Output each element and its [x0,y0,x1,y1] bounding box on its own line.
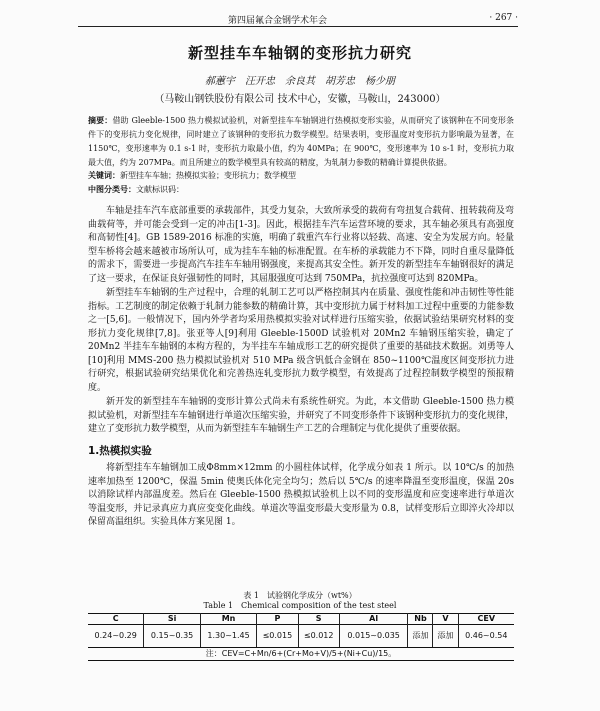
table-caption [0,591,600,611]
table-note: 注：CEV=C+Mn/6+(Cr+Mo+V)/5+(Ni+Cu)/15。 [88,648,514,661]
abstract-text: 借助 Gleeble-1500 热力模拟试验机，对新型挂车车轴钢进行热模拟变形实验，从而研究了该钢种在不同变形条件下的变形抗力变化规律，同时建立了该钢种的变形抗力数学模型。结果表明，变形温度对变形抗力影响最为显著，在 1150℃，变形速率为 0.1 s-1 时，变形抗力取最小值，约为 40MPa；在 900℃，变形速率为 10 s-1 时，变形抗力取最大值，约为 207MPa。而且所建立的数学模型具有较高的精度，为轧制力参数的精确计算提供依据。 [88,116,515,167]
paper-affiliation: （马鞍山钢铁股份有限公司 技术中心，安徽，马鞍山，243000） [154,94,446,105]
table-header-cell: Mn [200,614,256,625]
table-header-cell: Al [339,614,408,625]
section-heading-1: 1.热模拟实验 [88,444,152,457]
table-cell: 0.15~0.35 [144,625,200,648]
table-caption-en: Table 1 Chemical composition of the test steel [203,601,397,610]
table-cell: ≤0.012 [298,625,339,648]
table-caption-cn: 表 1 试验钢化学成分（wt%） [243,591,357,600]
table-cell: 0.015~0.035 [339,625,408,648]
table-cell: 0.46~0.54 [458,625,514,648]
classification-text: 文献标识码： [136,185,184,194]
table-header-row [88,614,514,625]
table-cell: 1.30~1.45 [200,625,256,648]
table-header-cell: P [257,614,298,625]
abstract-label: 摘要： [88,116,113,125]
table-header-cell: Si [144,614,200,625]
table-header-cell: S [298,614,339,625]
paragraph-method-1: 将新型挂车车轴钢加工成Φ8mm×12mm 的小圆柱体试样，化学成分如表 1 所示。以 10℃/s 的加热速率加热至 1200℃，保温 5min 使奥氏体化完全均匀；然后以 5℃/s 的速率降温至变形温度，保温 20s 以消除试样内部温度差。然后在 Gleeble-1500 热模拟试验机上以不同的变形温度和应变速率进行单道次等温变形，并记录真应力真应变变化曲线。单道次等温变形最大变形量为 0.8，试样变形后立即淬火冷却以保留高温组织。实验具体方案见图 1。 [88,463,514,527]
classification [88,184,514,195]
keywords-text: 新型挂车车轴；热模拟实验；变形抗力；数学模型 [120,171,296,180]
paragraph-intro-1: 车轴是挂车汽车底部重要的承载部件，其受力复杂，大致所承受的载荷有弯扭复合载荷、扭转载荷及弯曲载荷等，并可能会受到一定的冲击[1-3]。因此，根据挂车汽车运营环境的要求，其车轴必须具有高强度和高韧性[4]。GB 1589-2016 标准的实施，明确了载重汽车行业将以轻载、高速、安全为发展方向。轻量型车桥将会越来越被市场所认可，成为挂车车轴的标准配置。在车桥的承载能力不下降，同时自重尽量降低的需求下，需要进一步提高汽车挂车车轴用钢强度，来提高其安全性。新开发的新型挂车车轴钢很好的满足了这一要求，在保证良好强韧性的同时，其屈服强度可达到 750MPa，抗拉强度可达到 820MPa。 [88,206,514,284]
journal-name: 第四届氟合金钢学术年会 [228,16,328,26]
keywords-label: 关键词： [88,171,120,180]
paper-authors: 郝蕙宇 汪开忠 余良其 胡芳忠 杨少朋 [205,76,395,87]
running-header [78,10,518,27]
body-text [88,205,514,531]
paragraph-intro-2: 新型挂车车轴钢的生产过程中，合理的轧制工艺可以严格控制其内在质量、强度性能和冲击韧性等性能指标。工艺制度的制定依赖于轧制力能参数的精确计算，其中变形抗力属于材料加工过程中重要的力能参数之一[5,6]。一般情况下，国内外学者均采用热模拟实验对试样进行压缩实验，依据试验结果研究材料的变形抗力变化规律[7,8]。张亚等人[9]利用 Gleeble-1500D 试验机对 20Mn2 车轴钢压缩实验，确定了 20Mn2 半挂车车轴钢的本构方程的，为半挂车车轴成形工艺的研究提供了重要的基础技术数据。刘勇等人[10]利用 MMS-200 热力模拟试验机对 510 MPa 级含钒低合金钢在 850~1100℃温度区间变形抗力进行研究，根据试验研究结果优化和完善热连轧变形抗力数学模型，有效提高了过程控制数学模型的预报精度。 [88,288,514,393]
table-cell: 添加 [433,625,458,648]
table-cell: 0.24~0.29 [88,625,144,648]
composition-table [88,613,514,661]
table-row [88,625,514,648]
table-header-cell: CEV [458,614,514,625]
table-header-cell: Nb [408,614,433,625]
page-number: · 267 · [489,13,518,23]
table-header-cell: C [112,614,119,623]
keywords [88,170,514,181]
table-header-cell: V [433,614,458,625]
classification-label: 中图分类号： [88,185,136,194]
abstract [88,114,514,170]
table-cell: 添加 [408,625,433,648]
table-cell: ≤0.015 [257,625,298,648]
table-note-row [88,648,514,661]
paper-title: 新型挂车车轴钢的变形抗力研究 [187,44,412,62]
paragraph-intro-3: 新开发的新型挂车车轴钢的变形计算公式尚未有系统性研究。为此，本文借助 Gleeble-1500 热力模拟试验机，对新型挂车车轴钢进行单道次压缩实验，并研究了不同变形条件下该钢种变形抗力的变化规律，建立了变形抗力数学模型，从而为新型挂车车轴钢生产工艺的合理制定与优化提供了重要依据。 [88,397,514,434]
